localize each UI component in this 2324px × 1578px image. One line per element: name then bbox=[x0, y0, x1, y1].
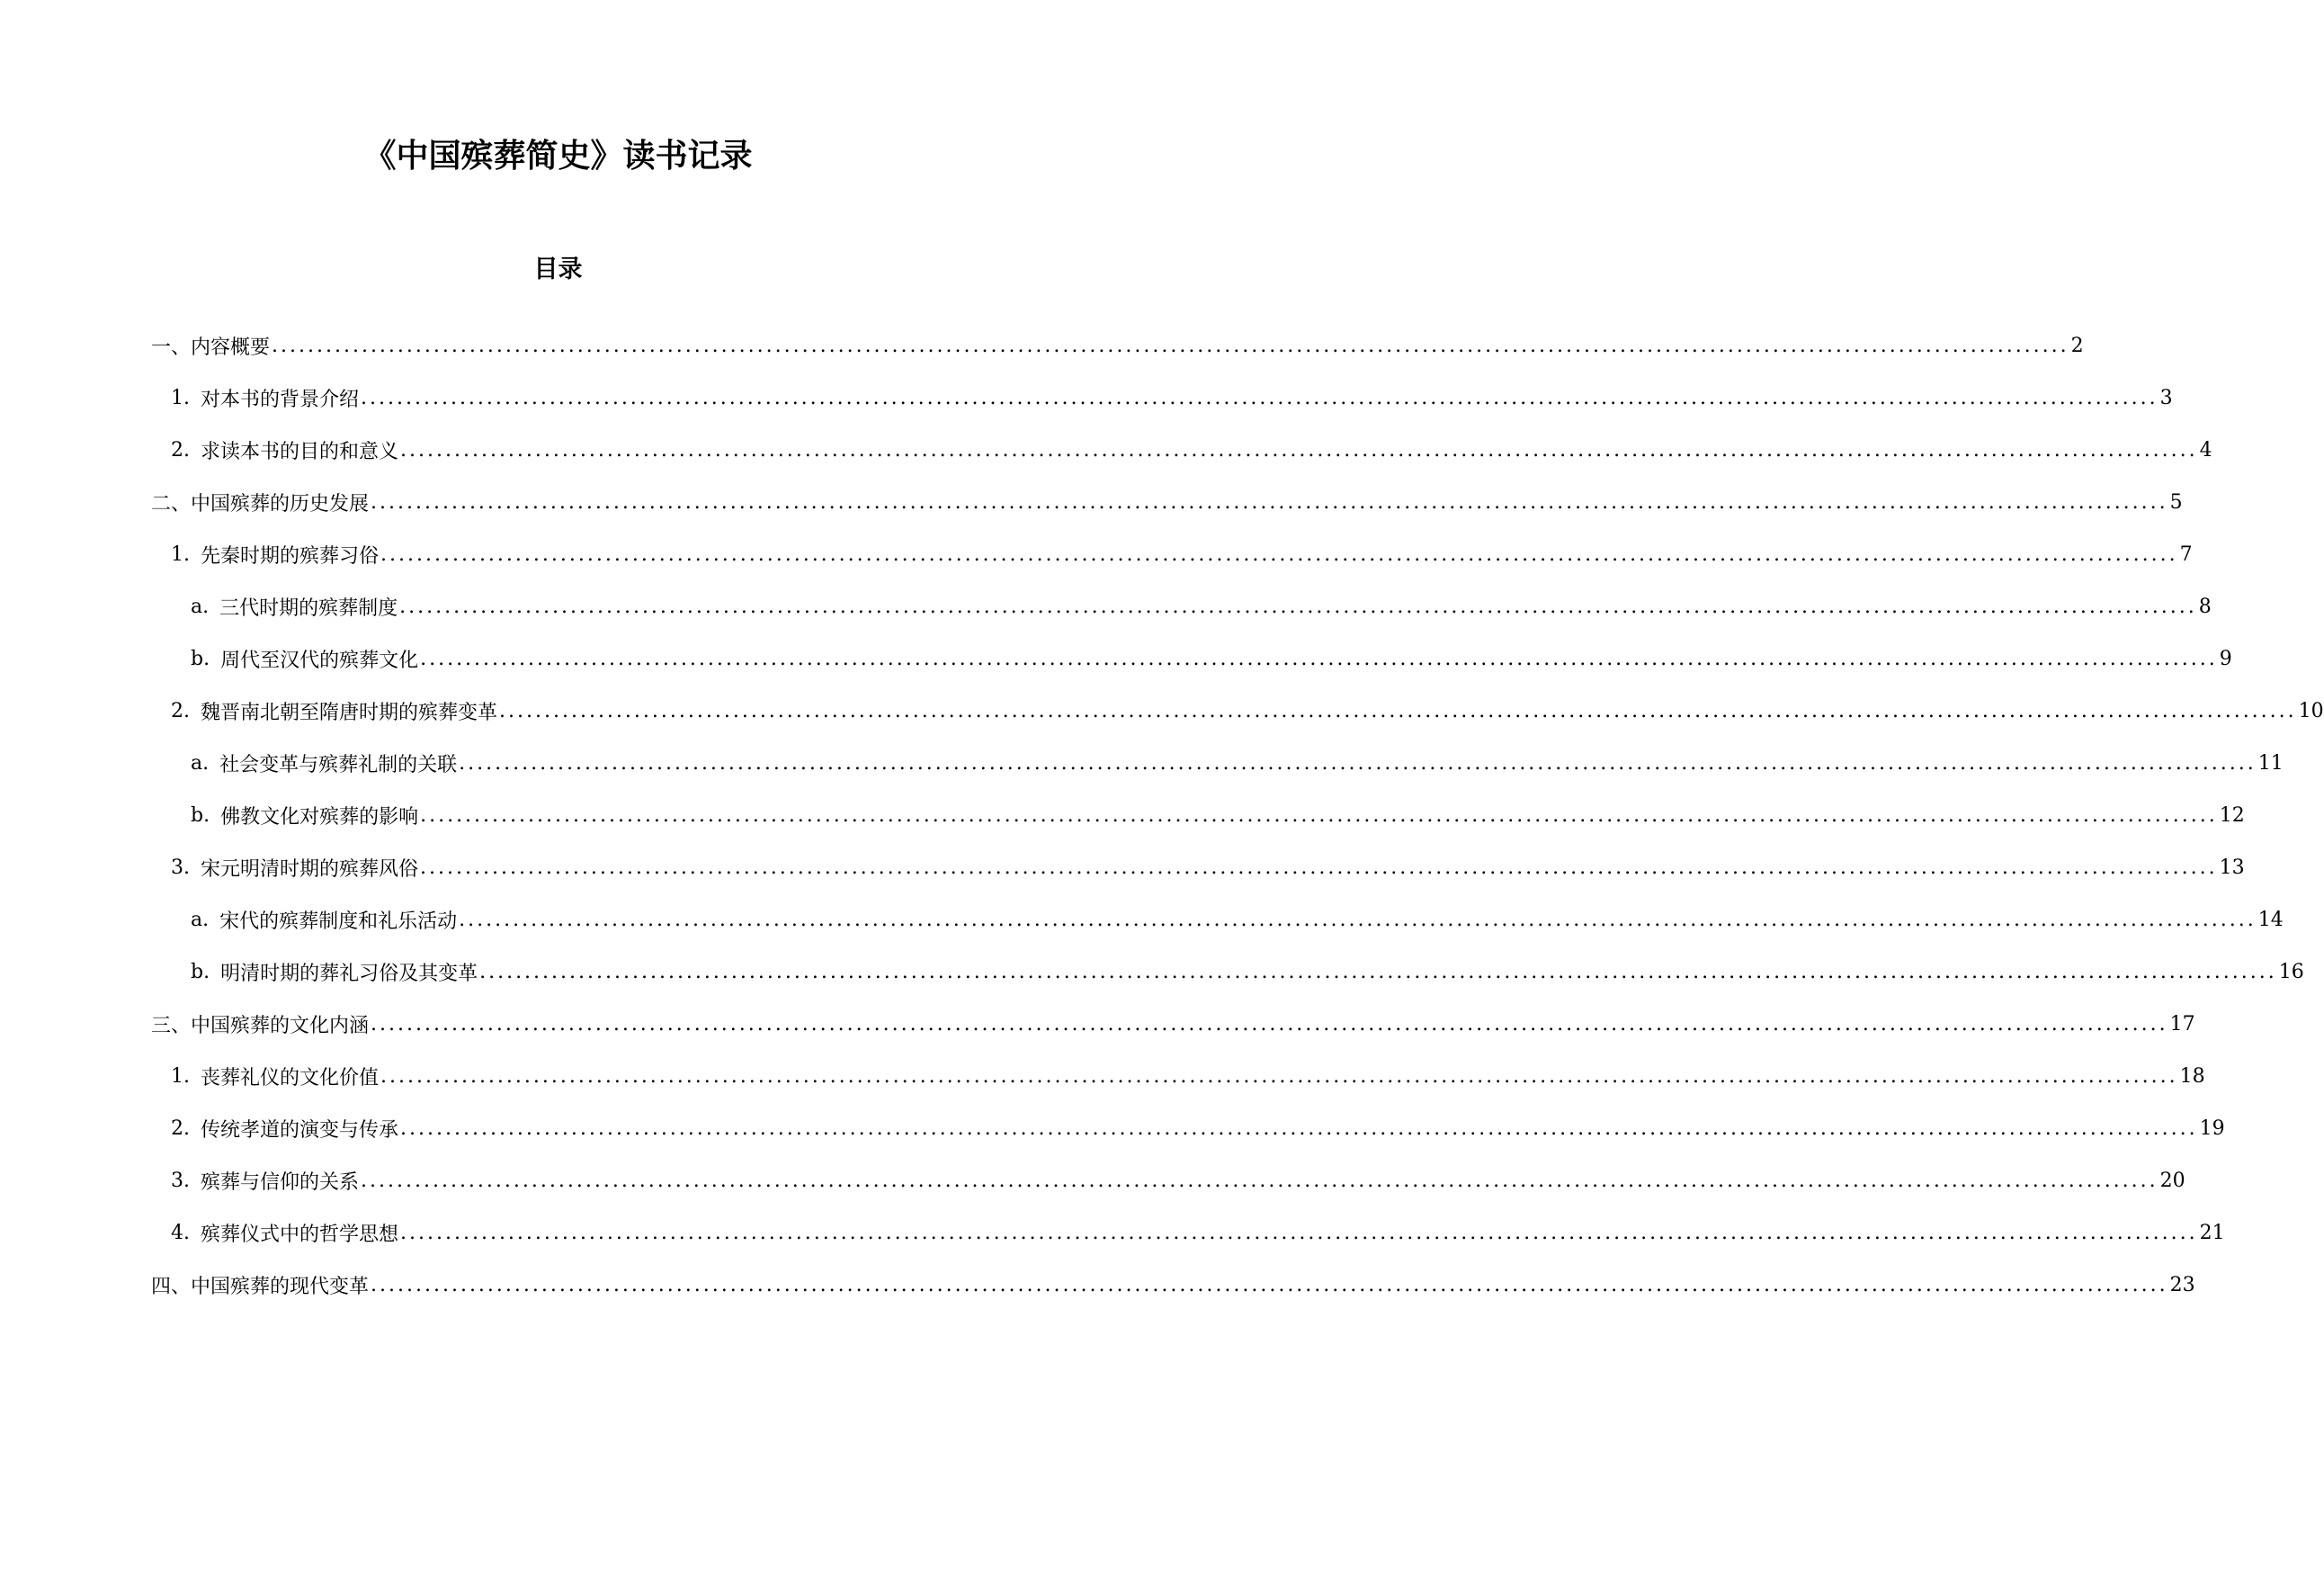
toc-leader-dots: ........................................................................................................................................................................................................ bbox=[459, 908, 2257, 931]
toc-entry-label: 宋元明清时期的殡葬风俗 bbox=[201, 857, 419, 881]
toc-leader-dots: ........................................................................................................................................................................................................ bbox=[459, 751, 2257, 775]
toc-entry-page-number: 16 bbox=[2278, 960, 2304, 983]
toc-entry[interactable] bbox=[191, 588, 2212, 624]
toc-entry-number: 2. bbox=[171, 1116, 190, 1140]
toc-entry-page-number: 5 bbox=[2169, 490, 2183, 514]
toc-entry-page-number: 4 bbox=[2199, 438, 2212, 462]
toc-entry-label: 殡葬与信仰的关系 bbox=[201, 1170, 360, 1194]
toc-leader-dots: ........................................................................................................................................................................................................ bbox=[361, 1169, 2159, 1192]
toc-entry-label: 求读本书的目的和意义 bbox=[201, 440, 399, 463]
toc-entry-page-number: 2 bbox=[2070, 334, 2084, 357]
toc-entry-label: 宋代的殡葬制度和礼乐活动 bbox=[219, 910, 458, 933]
toc-entry-number: 1. bbox=[171, 542, 190, 566]
toc-entry-label: 殡葬仪式中的哲学思想 bbox=[201, 1223, 399, 1246]
toc-entry-label: 四、中国殡葬的现代变革 bbox=[151, 1275, 370, 1298]
toc-entry-label: 一、内容概要 bbox=[151, 336, 271, 359]
toc-entry[interactable] bbox=[191, 797, 2245, 833]
toc-entry-label: 明清时期的葬礼习俗及其变革 bbox=[220, 962, 478, 985]
toc-entry[interactable] bbox=[171, 849, 2245, 885]
toc-entry-number: 4. bbox=[171, 1221, 190, 1244]
toc-entry[interactable] bbox=[191, 954, 2304, 990]
toc-entry-number: 2. bbox=[171, 438, 190, 462]
toc-leader-dots: ........................................................................................................................................................................................................ bbox=[400, 1116, 2198, 1140]
toc-entry-page-number: 14 bbox=[2257, 908, 2284, 931]
toc-entry-page-number: 8 bbox=[2198, 595, 2212, 618]
toc-leader-dots: ........................................................................................................................................................................................................ bbox=[371, 1012, 2168, 1036]
toc-entry-number: 3. bbox=[171, 1169, 190, 1192]
toc-entry-number: 1. bbox=[171, 386, 190, 409]
toc-entry-number: 2. bbox=[171, 699, 190, 722]
toc-entry[interactable] bbox=[151, 1267, 2195, 1303]
toc-leader-dots: ........................................................................................................................................................................................................ bbox=[479, 960, 2277, 983]
toc-entry-page-number: 10 bbox=[2298, 699, 2324, 722]
toc-leader-dots: ........................................................................................................................................................................................................ bbox=[380, 542, 2178, 566]
toc-leader-dots: ........................................................................................................................................................................................................ bbox=[361, 386, 2159, 409]
toc-entry-label: 三代时期的殡葬制度 bbox=[219, 596, 398, 620]
toc-entry-number: b. bbox=[191, 803, 210, 827]
toc-entry-page-number: 20 bbox=[2159, 1169, 2185, 1192]
toc-leader-dots: ........................................................................................................................................................................................................ bbox=[420, 803, 2218, 827]
toc-leader-dots: ........................................................................................................................................................................................................ bbox=[420, 647, 2218, 670]
toc-entry-label: 对本书的背景介绍 bbox=[201, 388, 360, 411]
toc-entry[interactable] bbox=[171, 1162, 2185, 1198]
toc-entry[interactable] bbox=[151, 1006, 2195, 1042]
toc-entry-label: 丧葬礼仪的文化价值 bbox=[201, 1066, 380, 1089]
toc-entry-label: 周代至汉代的殡葬文化 bbox=[220, 649, 419, 672]
toc-entry-number: b. bbox=[191, 960, 210, 983]
toc-leader-dots: ........................................................................................................................................................................................................ bbox=[380, 1064, 2178, 1088]
toc-entry-number: a. bbox=[191, 595, 210, 618]
toc-entry-number: a. bbox=[191, 751, 210, 775]
toc-leader-dots: ........................................................................................................................................................................................................ bbox=[399, 595, 2197, 618]
toc-entry[interactable] bbox=[151, 484, 2183, 520]
toc-entry-label: 佛教文化对殡葬的影响 bbox=[220, 805, 419, 829]
toc-leader-dots: ........................................................................................................................................................................................................ bbox=[420, 856, 2218, 879]
toc-entry[interactable] bbox=[171, 432, 2212, 468]
toc-entry[interactable] bbox=[171, 380, 2173, 416]
toc-entry-number: b. bbox=[191, 647, 210, 670]
toc-entry-page-number: 11 bbox=[2257, 751, 2284, 775]
toc-entry-page-number: 3 bbox=[2159, 386, 2173, 409]
toc-entry[interactable] bbox=[191, 745, 2284, 781]
toc-entry-page-number: 18 bbox=[2179, 1064, 2205, 1088]
toc-entry-label: 二、中国殡葬的历史发展 bbox=[151, 492, 370, 516]
toc-heading: 目录 bbox=[533, 256, 583, 283]
toc-entry[interactable] bbox=[171, 1215, 2225, 1251]
toc-entry-page-number: 9 bbox=[2219, 647, 2232, 670]
toc-entry-label: 先秦时期的殡葬习俗 bbox=[201, 544, 380, 568]
toc-leader-dots: ........................................................................................................................................................................................................ bbox=[400, 1221, 2198, 1244]
toc-entry[interactable] bbox=[171, 1110, 2225, 1146]
toc-entry-page-number: 19 bbox=[2199, 1116, 2225, 1140]
toc-entry[interactable] bbox=[171, 536, 2193, 572]
toc-entry-label: 社会变革与殡葬礼制的关联 bbox=[219, 753, 458, 776]
toc-leader-dots: ........................................................................................................................................................................................................ bbox=[272, 334, 2069, 357]
toc-entry-number: 1. bbox=[171, 1064, 190, 1088]
toc-entry-number: a. bbox=[191, 908, 210, 931]
document-title: 《中国殡葬简史》读书记录 bbox=[363, 138, 753, 175]
toc-entry-page-number: 12 bbox=[2219, 803, 2245, 827]
toc-entry-number: 3. bbox=[171, 856, 190, 879]
toc-leader-dots: ........................................................................................................................................................................................................ bbox=[371, 490, 2168, 514]
toc-entry[interactable] bbox=[151, 327, 2084, 363]
toc-entry[interactable] bbox=[171, 1058, 2205, 1094]
toc-entry-page-number: 7 bbox=[2179, 542, 2193, 566]
toc-entry[interactable] bbox=[171, 693, 2324, 729]
toc-entry-label: 魏晋南北朝至隋唐时期的殡葬变革 bbox=[201, 701, 498, 724]
toc-leader-dots: ........................................................................................................................................................................................................ bbox=[499, 699, 2297, 722]
toc-entry-page-number: 17 bbox=[2169, 1012, 2195, 1036]
toc-entry[interactable] bbox=[191, 901, 2284, 937]
toc-entry-label: 三、中国殡葬的文化内涵 bbox=[151, 1014, 370, 1037]
toc-entry-page-number: 23 bbox=[2169, 1273, 2195, 1296]
toc-entry-page-number: 13 bbox=[2219, 856, 2245, 879]
toc-entry-label: 传统孝道的演变与传承 bbox=[201, 1118, 399, 1142]
toc-leader-dots: ........................................................................................................................................................................................................ bbox=[400, 438, 2198, 462]
toc-entry[interactable] bbox=[191, 641, 2232, 677]
toc-leader-dots: ........................................................................................................................................................................................................ bbox=[371, 1273, 2168, 1296]
toc-entry-page-number: 21 bbox=[2199, 1221, 2225, 1244]
